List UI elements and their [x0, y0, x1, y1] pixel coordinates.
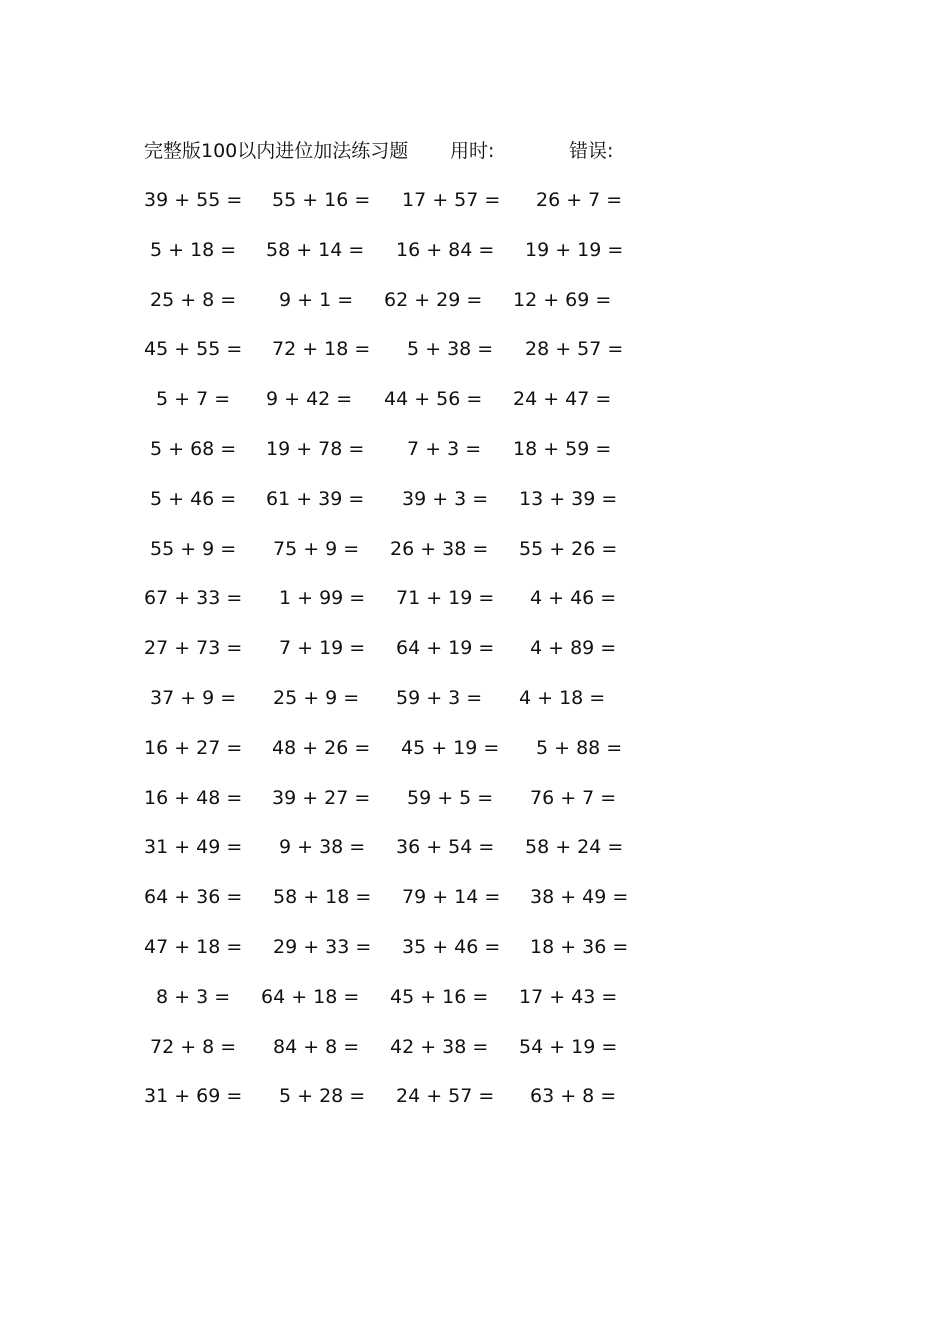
- addition-problem: 64 + 18 =: [261, 985, 360, 1008]
- addition-problem: 72 + 18 =: [272, 338, 371, 361]
- addition-problem: 18 + 36 =: [530, 936, 629, 958]
- addition-problem: 5 + 68 =: [150, 438, 237, 460]
- addition-problem: 9 + 1 =: [279, 288, 354, 311]
- addition-problem: 5 + 46 =: [150, 487, 237, 510]
- addition-problem: 45 + 16 =: [390, 985, 489, 1008]
- worksheet-title: 完整版100以内进位加法练习题: [144, 140, 409, 162]
- addition-problem: 35 + 46 =: [402, 936, 501, 958]
- problem-row: [0, 384, 950, 414]
- addition-problem: 64 + 36 =: [144, 886, 243, 909]
- addition-problem: 5 + 28 =: [279, 1085, 366, 1108]
- addition-problem: 16 + 27 =: [144, 736, 243, 759]
- addition-problem: 24 + 47 =: [513, 388, 612, 411]
- addition-problem: 37 + 9 =: [150, 687, 237, 709]
- addition-problem: 64 + 19 =: [396, 637, 495, 660]
- addition-problem: 36 + 54 =: [396, 836, 495, 859]
- addition-problem: 55 + 26 =: [519, 537, 618, 560]
- problem-row: [0, 832, 950, 862]
- addition-problem: 48 + 26 =: [272, 736, 371, 759]
- addition-problem: 12 + 69 =: [513, 288, 612, 311]
- addition-problem: 31 + 69 =: [144, 1085, 243, 1108]
- addition-problem: 4 + 46 =: [530, 587, 617, 610]
- addition-problem: 63 + 8 =: [530, 1085, 617, 1108]
- problem-row: [0, 982, 950, 1012]
- addition-problem: 19 + 19 =: [525, 238, 624, 261]
- addition-problem: 76 + 7 =: [530, 786, 617, 809]
- addition-problem: 17 + 57 =: [402, 189, 501, 211]
- problem-row: [0, 733, 950, 763]
- addition-problem: 25 + 9 =: [273, 687, 360, 709]
- addition-problem: 84 + 8 =: [273, 1035, 360, 1058]
- problem-row: [0, 783, 950, 813]
- time-label: 用时:: [450, 140, 495, 162]
- addition-problem: 19 + 78 =: [266, 438, 365, 460]
- addition-problem: 9 + 42 =: [266, 388, 353, 411]
- problem-row: [0, 633, 950, 663]
- addition-problem: 39 + 55 =: [144, 189, 243, 211]
- addition-problem: 39 + 3 =: [402, 487, 489, 510]
- problem-row: [0, 1081, 950, 1111]
- addition-problem: 58 + 24 =: [525, 836, 624, 859]
- addition-problem: 72 + 8 =: [150, 1035, 237, 1058]
- addition-problem: 9 + 38 =: [279, 836, 366, 859]
- addition-problem: 45 + 55 =: [144, 338, 243, 361]
- addition-problem: 28 + 57 =: [525, 338, 624, 361]
- addition-problem: 26 + 7 =: [536, 189, 623, 211]
- addition-problem: 58 + 14 =: [266, 238, 365, 261]
- problem-row: [0, 334, 950, 364]
- addition-problem: 4 + 18 =: [519, 687, 606, 709]
- addition-problem: 18 + 59 =: [513, 438, 612, 460]
- addition-problem: 67 + 33 =: [144, 587, 243, 610]
- addition-problem: 25 + 8 =: [150, 288, 237, 311]
- problem-row: [0, 235, 950, 265]
- addition-problem: 13 + 39 =: [519, 487, 618, 510]
- problem-row: [0, 484, 950, 514]
- addition-problem: 44 + 56 =: [384, 388, 483, 411]
- problem-row: [0, 185, 950, 215]
- addition-problem: 38 + 49 =: [530, 886, 629, 909]
- addition-problem: 8 + 3 =: [156, 985, 231, 1008]
- addition-problem: 62 + 29 =: [384, 288, 483, 311]
- addition-problem: 16 + 84 =: [396, 238, 495, 261]
- addition-problem: 16 + 48 =: [144, 786, 243, 809]
- addition-problem: 5 + 88 =: [536, 736, 623, 759]
- addition-problem: 4 + 89 =: [530, 637, 617, 660]
- addition-problem: 5 + 7 =: [156, 388, 231, 411]
- error-label: 错误:: [569, 140, 614, 162]
- addition-problem: 59 + 3 =: [396, 687, 483, 709]
- addition-problem: 54 + 19 =: [519, 1035, 618, 1058]
- addition-problem: 55 + 16 =: [272, 189, 371, 211]
- problem-row: [0, 434, 950, 464]
- addition-problem: 47 + 18 =: [144, 936, 243, 958]
- problem-row: [0, 583, 950, 613]
- addition-problem: 79 + 14 =: [402, 886, 501, 909]
- addition-problem: 75 + 9 =: [273, 537, 360, 560]
- addition-problem: 5 + 38 =: [407, 338, 494, 361]
- addition-problem: 7 + 19 =: [279, 637, 366, 660]
- problem-row: [0, 882, 950, 912]
- addition-problem: 26 + 38 =: [390, 537, 489, 560]
- addition-problem: 59 + 5 =: [407, 786, 494, 809]
- addition-problem: 61 + 39 =: [266, 487, 365, 510]
- addition-problem: 45 + 19 =: [401, 736, 500, 759]
- problem-row: [0, 683, 950, 713]
- addition-problem: 27 + 73 =: [144, 637, 243, 660]
- problem-row: [0, 285, 950, 315]
- addition-problem: 5 + 18 =: [150, 238, 237, 261]
- problem-row: [0, 1032, 950, 1062]
- addition-problem: 7 + 3 =: [407, 438, 482, 460]
- addition-problem: 42 + 38 =: [390, 1035, 489, 1058]
- addition-problem: 1 + 99 =: [279, 587, 366, 610]
- problem-row: [0, 534, 950, 564]
- addition-problem: 24 + 57 =: [396, 1085, 495, 1108]
- addition-problem: 17 + 43 =: [519, 985, 618, 1008]
- problem-row: [0, 932, 950, 962]
- addition-problem: 39 + 27 =: [272, 786, 371, 809]
- addition-problem: 71 + 19 =: [396, 587, 495, 610]
- addition-problem: 29 + 33 =: [273, 936, 372, 958]
- addition-problem: 31 + 49 =: [144, 836, 243, 859]
- addition-problem: 58 + 18 =: [273, 886, 372, 909]
- addition-problem: 55 + 9 =: [150, 537, 237, 560]
